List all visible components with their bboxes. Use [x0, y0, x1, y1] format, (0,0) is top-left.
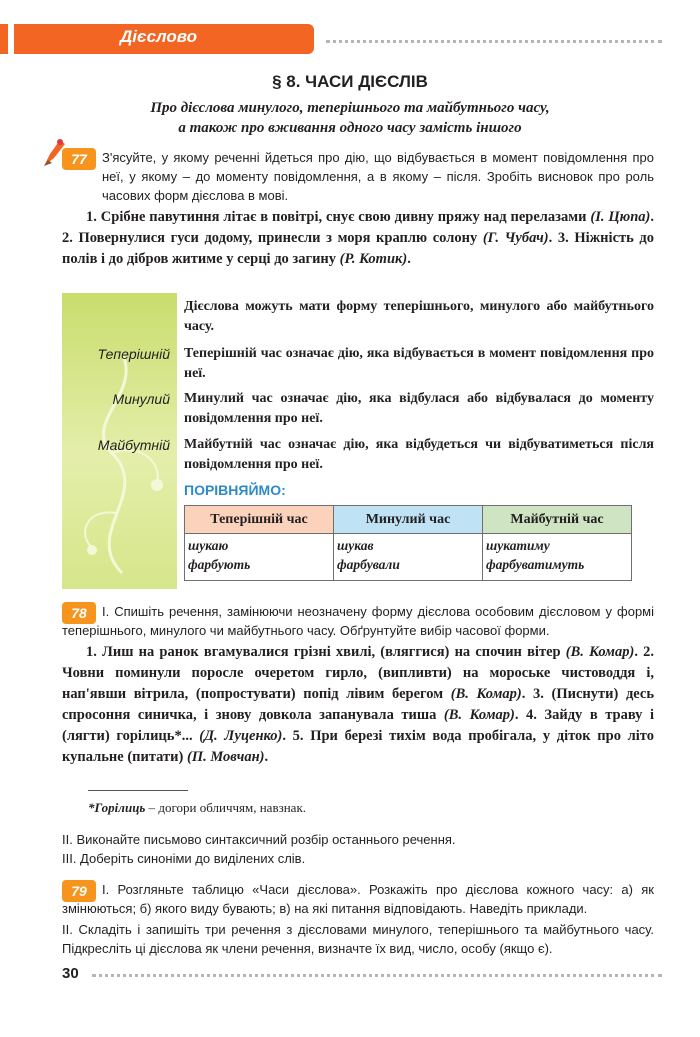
tense-table [184, 505, 632, 581]
task-79-part2: ІІ. Складіть і запишіть три речення з дієсловами минулого, теперішнього та майбутнього часу. Підкресліть ці дієслова як члени речення, визначте їх вид, число, особу (якщо є). [62, 922, 654, 956]
page-number: 30 [62, 965, 79, 982]
table-word: шукатиму [486, 538, 550, 553]
author: (І. Цюпа) [590, 209, 651, 225]
author: (Д. Луценко) [199, 728, 283, 744]
task-77-text: З'ясуйте, у якому реченні йдеться про дію, що відбувається в момент повідомлення про неї, у якому – до моменту повідомлення, а в якому – після. Зробіть висновок про роль часових форм дієслова в мові. [102, 150, 654, 203]
table-header: Теперішній час [185, 506, 334, 534]
example-text: . 2. Повернулися гуси додому, принесли з моря краплю солону [62, 209, 654, 246]
definition-future: Майбутній час означає дію, яка відбудеться чи відбуватиметься після повідомлення про неї. [184, 437, 654, 472]
table-word: фарбуватимуть [486, 557, 585, 572]
task-78-examples [62, 642, 654, 768]
table-cell [483, 534, 632, 581]
task-78-part1: І. Спишіть речення, замінюючи неозначену форму дієслова особовим дієсловом у формі теперішнього, минулого чи майбутнього часу. Обґрунтуйте вибір часової форми. [62, 604, 654, 638]
term-past: Минулий [112, 391, 170, 407]
author: (В. Комар) [450, 686, 522, 702]
author: (В. Комар) [443, 707, 515, 723]
example-text: 1. Лиш на ранок вгамувалися грізні хвилі, (вляггися) на спочин вітер [86, 644, 561, 660]
example-text: . 3. (Писнути) десь спросоння синичка, і знову довкола запанувала тиша [62, 686, 654, 723]
footnote [88, 800, 306, 816]
footnote-term: *Горілиць [88, 800, 146, 815]
table-cell [334, 534, 483, 581]
footnote-text: – догори обличчям, навзнак. [145, 800, 307, 815]
punctuation: . [407, 251, 411, 267]
footer-dotted-line [92, 974, 662, 977]
task-number-badge: 77 [62, 148, 96, 170]
rule-intro: Дієслова можуть мати форму теперішнього, минулого або майбутнього часу. [184, 299, 654, 334]
example-text: . 3. Ніжність до полів і до дібров житиме у серці до загину [62, 230, 654, 267]
task-78-part2: ІІ. Виконайте письмово синтаксичний розбір останнього речення. [62, 832, 456, 847]
task-79-part1: І. Розгляньте таблицю «Часи дієслова». Розкажіть про дієслова кожного часу: а) як змінюються; б) якого виду бувають; в) на які питання відповідають. Наведіть приклади. [62, 882, 654, 916]
task-77-examples [62, 207, 654, 270]
compare-label: ПОРІВНЯЙМО: [184, 482, 286, 498]
task-number-badge: 79 [62, 880, 96, 902]
footnote-divider [88, 790, 188, 791]
author: (Р. Котик) [339, 251, 408, 267]
table-header: Минулий час [334, 506, 483, 534]
section-subtitle [60, 98, 640, 138]
term-present: Теперішній [97, 346, 170, 362]
table-word: фарбують [188, 557, 251, 572]
table-cell [185, 534, 334, 581]
task-number-badge: 78 [62, 602, 96, 624]
example-text: . 5. При березі тихім вода пробігала, у діток про літо купальне (питати) [62, 728, 654, 765]
table-word: шукав [337, 538, 374, 553]
subtitle-line: а також про вживання одного часу замість іншого [178, 120, 522, 136]
example-text: . 4. Зайду в траву і (лягти) горілиць*... [62, 707, 654, 744]
author: (П. Мовчан) [187, 749, 265, 765]
subtitle-line: Про дієслова минулого, теперішнього та майбутнього часу, [150, 100, 550, 116]
example-text: . 2. Човни поминули поросле очеретом гирло, (випливти) на мороське чистоводдя і, нап'явши вітрила, (попростувати) попід лівим берегом [62, 644, 655, 702]
author: (В. Комар) [565, 644, 635, 660]
header-dotted-line [326, 40, 662, 43]
punctuation: . [264, 749, 269, 765]
section-title: § 8. ЧАСИ ДІЄСЛІВ [272, 72, 428, 91]
table-header: Майбутній час [483, 506, 632, 534]
task-78-part3: ІІІ. Доберіть синоніми до виділених слів. [62, 851, 306, 866]
chapter-title: Дієслово [120, 27, 197, 46]
table-word: фарбували [337, 557, 400, 572]
example-text: 1. Срібне павутиння літає в повітрі, снує свою дивну пряжу над перелазами [86, 209, 587, 225]
definition-past: Минулий час означає дію, яка відбулася або відбувалася до моменту повідомлення про неї. [184, 391, 654, 426]
header-mark [0, 24, 8, 54]
term-future: Майбутній [97, 437, 170, 453]
table-word: шукаю [188, 538, 229, 553]
author: (Г. Чубач) [482, 230, 549, 246]
definition-present: Теперішній час означає дію, яка відбувається в момент повідомлення про неї. [184, 346, 654, 381]
